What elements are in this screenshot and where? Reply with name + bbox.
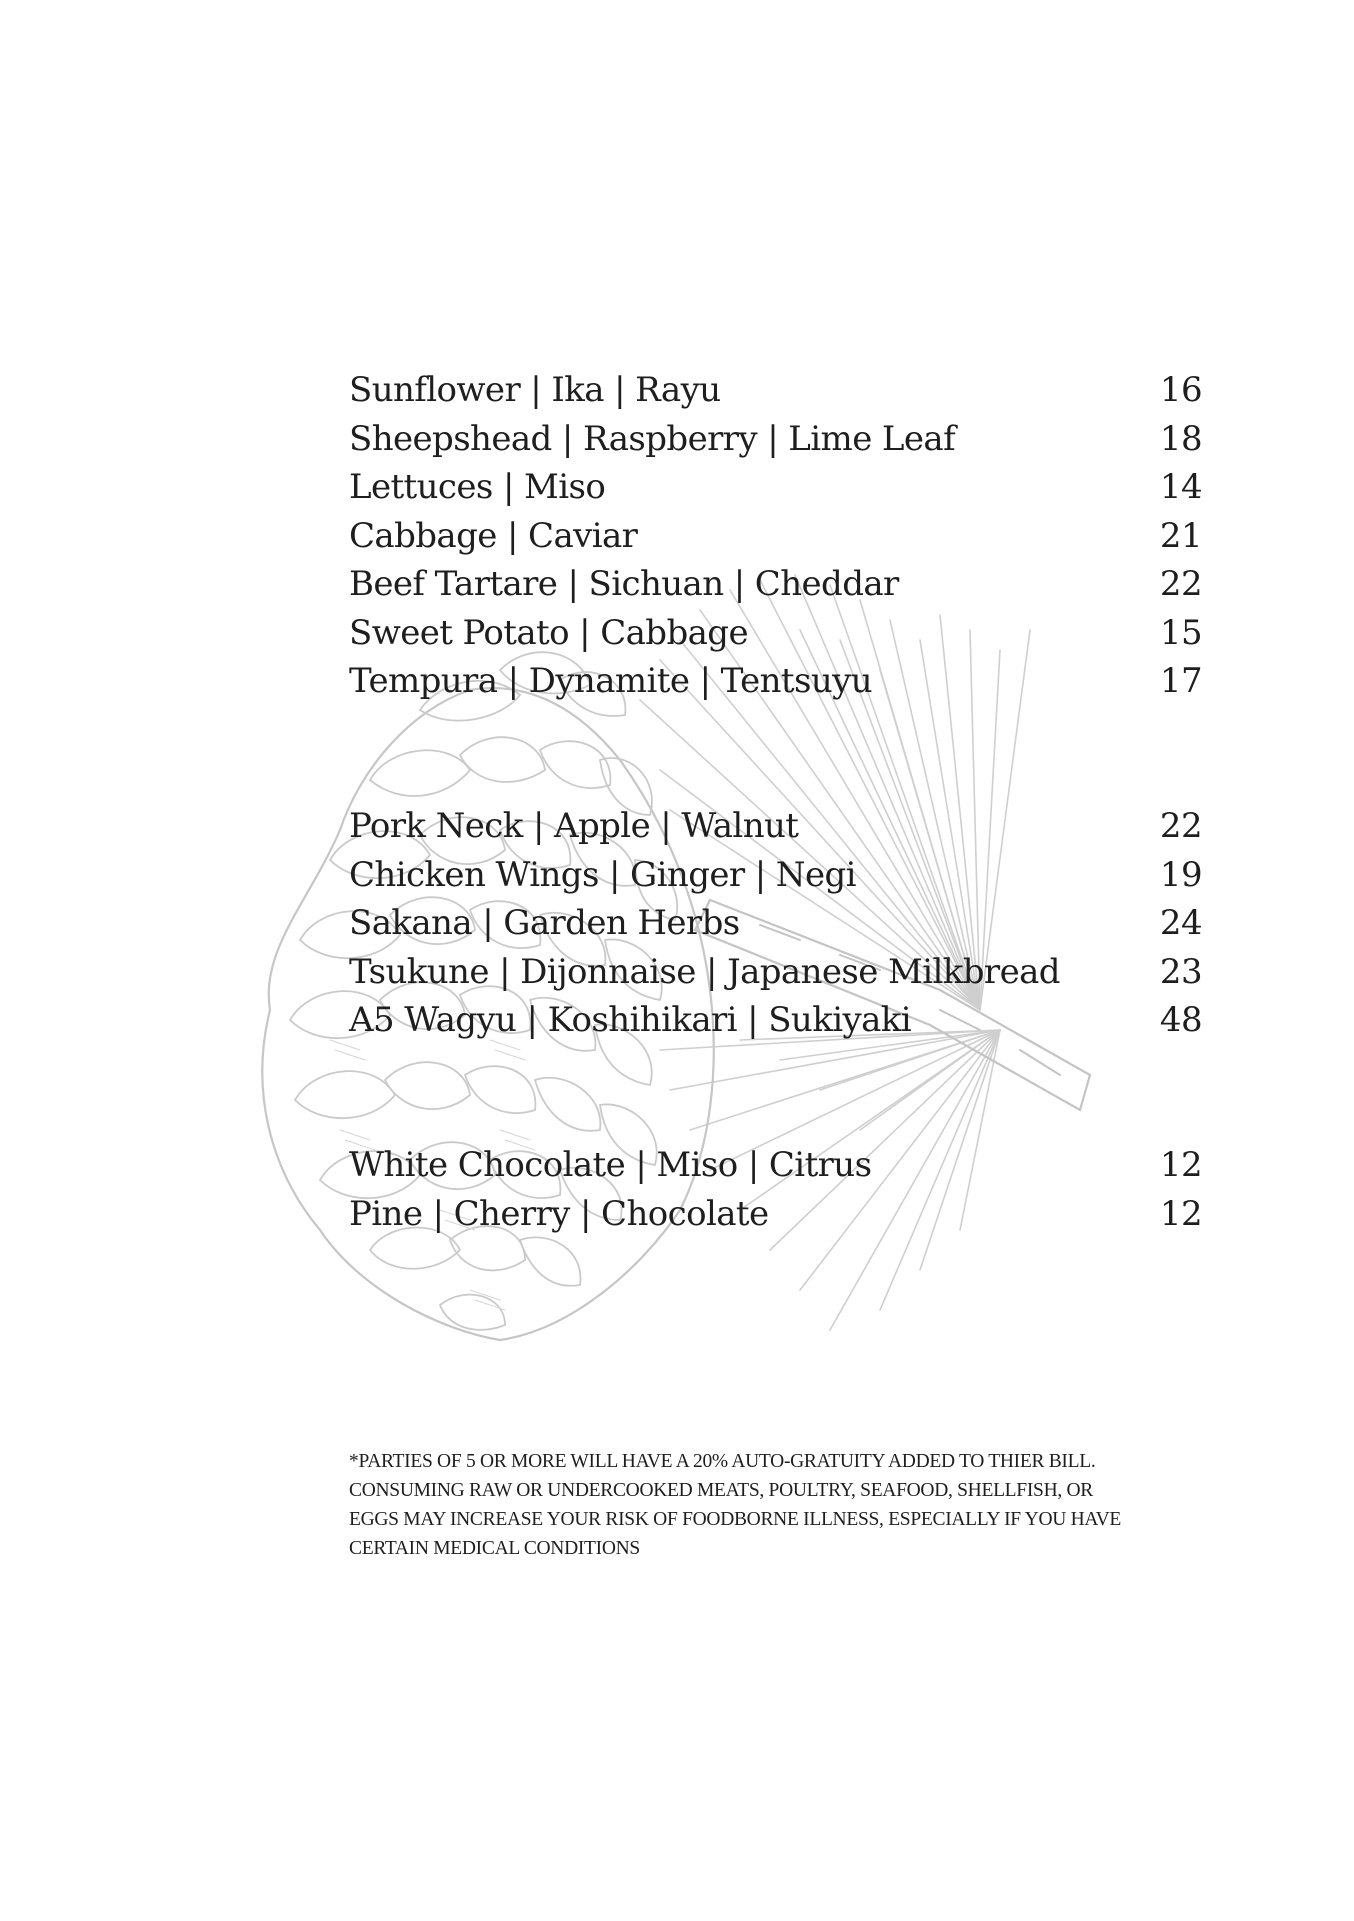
menu-item-price: 17 xyxy=(1159,661,1202,701)
menu-item-price: 12 xyxy=(1159,1145,1202,1185)
menu-item xyxy=(349,613,1202,662)
menu-item xyxy=(349,1000,1202,1049)
menu-item-name: Sakana | Garden Herbs xyxy=(349,903,740,943)
menu-item-price: 18 xyxy=(1159,418,1202,459)
menu-item xyxy=(349,661,1202,710)
menu-item-name: Tsukune | Dijonnaise | Japanese Milkbread xyxy=(349,951,1060,992)
menu-item-name: Tempura | Dynamite | Tentsuyu xyxy=(349,661,873,701)
menu-item-name: A5 Wagyu | Koshihikari | Sukiyaki xyxy=(349,1000,912,1040)
menu-item-price: 16 xyxy=(1159,370,1202,410)
menu-section-1 xyxy=(349,370,1202,710)
menu-item-price: 23 xyxy=(1159,951,1202,992)
menu-item-price: 24 xyxy=(1159,903,1202,943)
menu-item xyxy=(349,806,1202,855)
menu-item xyxy=(349,370,1202,419)
footnote-line: CERTAIN MEDICAL CONDITIONS xyxy=(349,1538,640,1559)
menu-item-name: Pine | Cherry | Chocolate xyxy=(349,1193,769,1234)
menu-item-price: 15 xyxy=(1159,612,1202,653)
footnote-line: CONSUMING RAW OR UNDERCOOKED MEATS, POULTRY, SEAFOOD, SHELLFISH, OR xyxy=(349,1480,1093,1501)
menu-section-2 xyxy=(349,806,1202,1049)
menu-item-name: Sweet Potato | Cabbage xyxy=(349,612,748,653)
menu-item-price: 21 xyxy=(1159,515,1202,556)
menu-item-price: 14 xyxy=(1159,467,1202,507)
menu-section-3 xyxy=(349,1145,1202,1242)
menu-item-name: Chicken Wings | Ginger | Negi xyxy=(349,854,856,895)
menu-item-name: Pork Neck | Apple | Walnut xyxy=(349,806,799,846)
menu-item-name: Sunflower | Ika | Rayu xyxy=(349,370,721,410)
menu-item xyxy=(349,903,1202,952)
menu-item xyxy=(349,855,1202,904)
menu-item-price: 19 xyxy=(1159,854,1202,895)
menu-item xyxy=(349,419,1202,468)
menu-item xyxy=(349,952,1202,1001)
menu-item-name: Cabbage | Caviar xyxy=(349,515,638,556)
footnote-line: EGGS MAY INCREASE YOUR RISK OF FOODBORNE ILLNESS, ESPECIALLY IF YOU HAVE xyxy=(349,1509,1122,1530)
menu-item-name: Beef Tartare | Sichuan | Cheddar xyxy=(349,564,899,604)
menu-item-price: 12 xyxy=(1159,1193,1202,1234)
footnote-line: *PARTIES OF 5 OR MORE WILL HAVE A 20% AUTO-GRATUITY ADDED TO THIER BILL. xyxy=(349,1451,1096,1472)
menu-item xyxy=(349,516,1202,565)
footnote xyxy=(349,1447,1209,1563)
menu-item xyxy=(349,1194,1202,1243)
menu-item-name: White Chocolate | Miso | Citrus xyxy=(349,1145,872,1185)
menu-item-price: 22 xyxy=(1159,806,1202,846)
menu-item xyxy=(349,467,1202,516)
menu-item-name: Lettuces | Miso xyxy=(349,467,606,507)
menu-item-price: 22 xyxy=(1159,564,1202,604)
menu-item-name: Sheepshead | Raspberry | Lime Leaf xyxy=(349,418,956,459)
menu-item xyxy=(349,1145,1202,1194)
menu-item xyxy=(349,564,1202,613)
menu-item-price: 48 xyxy=(1159,1000,1202,1040)
